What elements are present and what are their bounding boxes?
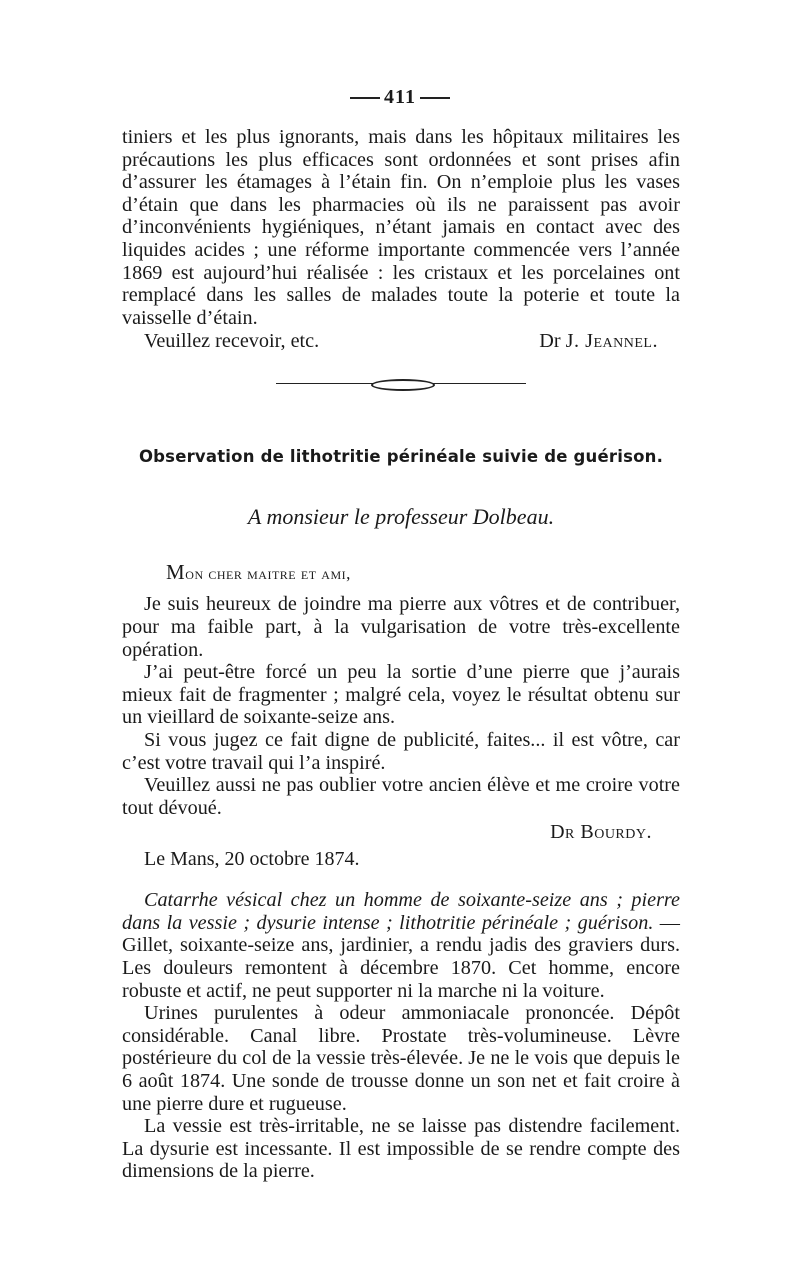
case-paragraph: Urines purulentes à odeur ammoniacale prononcée. Dépôt considérable. Canal libre. Prostate très-volumineuse. Lèvre postérieure du col de la vessie très-élevée. Je ne le vois que depuis le 6 août 1874. Une sonde de trousse donne un son net et fait croire à une pierre dure et rugueuse.: [122, 1002, 680, 1115]
case-intro-paragraph: [122, 889, 680, 1002]
letter-paragraph: Si vous jugez ce fait digne de publicité, faites... il est vôtre, car c’est votre travail qui l’a inspiré.: [122, 728, 680, 774]
letter-dateline: Le Mans, 20 octobre 1874.: [144, 848, 360, 871]
signature-prefix: Dr: [539, 330, 561, 353]
continuation-section: [122, 126, 680, 329]
signature-name: J. Jeannel.: [565, 330, 658, 353]
case-report: [122, 889, 680, 1183]
article-title: Observation de lithotritie périnéale suivie de guérison.: [138, 447, 664, 467]
continuation-signoff: [122, 329, 680, 353]
letter-paragraph: Je suis heureux de joindre ma pierre aux vôtres et de contribuer, pour ma faible part, à la vulgarisation de votre très-excellente opération.: [122, 593, 680, 661]
letter-paragraph: J’ai peut-être forcé un peu la sortie d’une pierre que j’aurais mieux fait de fragmenter ; malgré cela, voyez le résultat obtenu sur un vieillard de soixante-seize ans.: [122, 661, 680, 729]
case-text: — Gillet, soixante-seize ans, jardinier, a rendu jadis des graviers durs. Les douleurs remontent à décembre 1870. Cet homme, encore robuste et actif, ne peut supporter ni la marche ni la voiture.: [122, 911, 680, 1002]
letter-salutation: [122, 560, 680, 585]
author-signature: [539, 329, 658, 353]
divider-ornament: [371, 379, 435, 391]
page-number-dash-right: [420, 97, 450, 99]
letter-body: [122, 593, 680, 819]
salutation-initial: M: [166, 560, 186, 585]
page-number-dash-left: [350, 97, 380, 99]
letter-signature: Dr Bourdy.: [550, 821, 652, 844]
continuation-paragraph: tiniers et les plus ignorants, mais dans les hôpitaux militaires les précautions les plus efficaces sont ordonnées et sont prises afin d’assurer les étamages à l’étain fin. On n’emploie plus les vases d’étain que dans les pharmacies où ils ne paraissent pas avoir d’inconvénients hygiéniques, n’étant jamais en contact avec des liquides acides ; une réforme importante commencée vers l’année 1869 est aujourd’hui réalisée : les cristaux et les porcelaines ont remplacé dans les salles de malades toute la poterie et toute la vaisselle d’étain.: [122, 126, 680, 329]
letter-paragraph: Veuillez aussi ne pas oublier votre ancien élève et me croire votre tout dévoué.: [122, 774, 680, 819]
page-number: [0, 86, 800, 109]
page-number-text: 411: [384, 86, 416, 108]
case-heading: Catarrhe vésical chez un homme de soixante-seize ans ; pierre dans la vessie ; dysurie intense ; lithotritie périnéale ; guérison.: [122, 889, 680, 934]
article-dedication: A monsieur le professeur Dolbeau.: [247, 504, 555, 530]
case-paragraph: La vessie est très-irritable, ne se laisse pas distendre facilement. La dysurie est incessante. Il est impossible de se rendre compte des dimensions de la pierre.: [122, 1115, 680, 1183]
salutation-rest: on cher maitre et ami,: [185, 564, 351, 584]
ornamental-divider: [276, 379, 526, 389]
closing-formula: Veuillez recevoir, etc.: [144, 330, 320, 353]
